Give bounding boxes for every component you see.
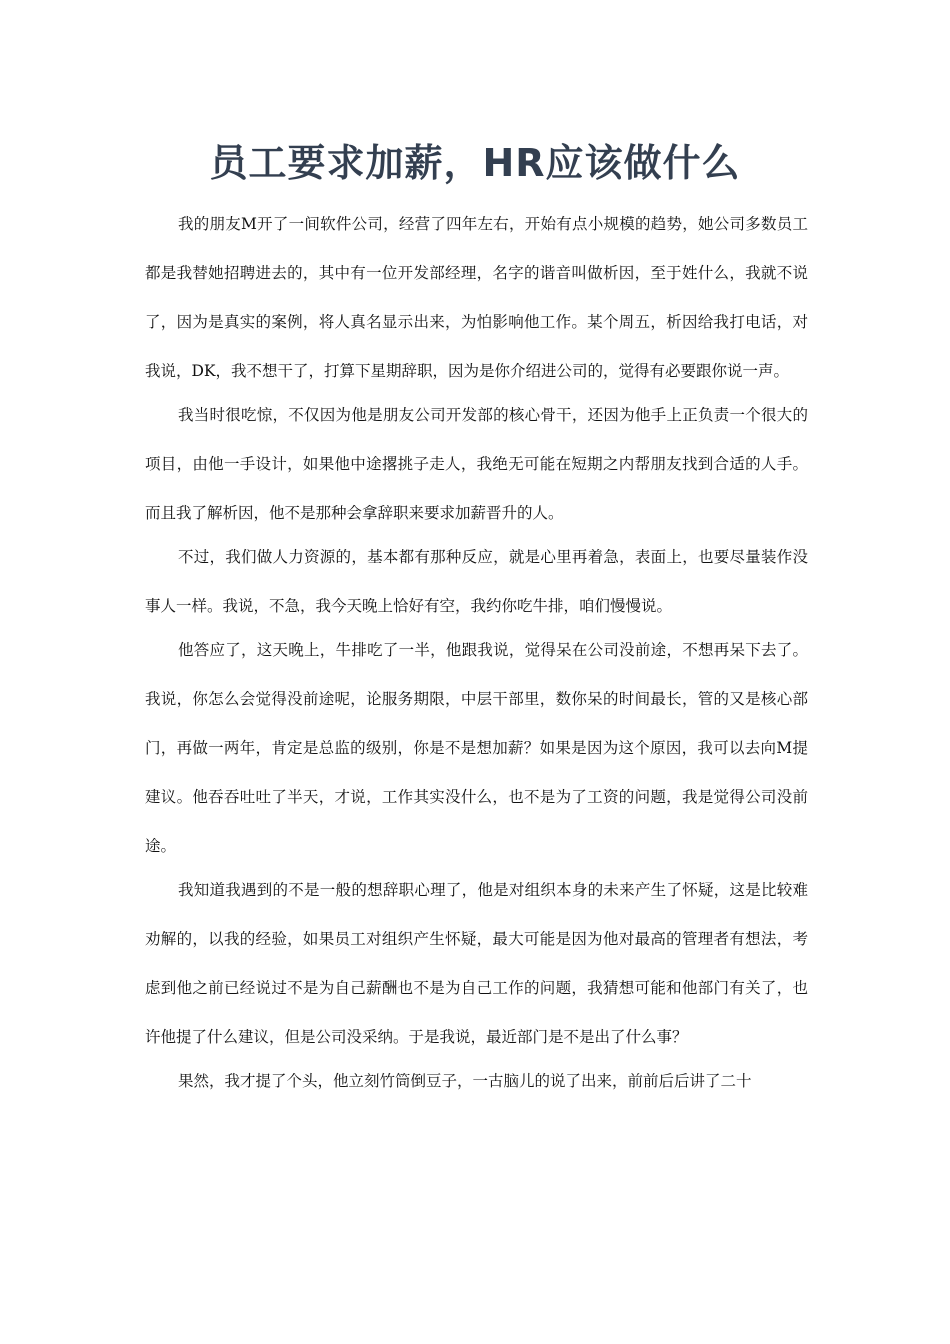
paragraph-2: 我当时很吃惊，不仅因为他是朋友公司开发部的核心骨干，还因为他手上正负责一个很大的项目，由他一手设计，如果他中途撂挑子走人，我绝无可能在短期之内帮朋友找到合适的人手。而且我了解析因，他不是那种会拿辞职来要求加薪晋升的人。 bbox=[145, 406, 808, 522]
paragraph-5: 我知道我遇到的不是一般的想辞职心理了，他是对组织本身的未来产生了怀疑，这是比较难劝解的，以我的经验，如果员工对组织产生怀疑，最大可能是因为他对最高的管理者有想法，考虑到他之前已经说过不是为自己薪酬也不是为自己工作的问题，我猜想可能和他部门有关了，也许他提了什么建议，但是公司没采纳。于是我说，最近部门是不是出了什么事？ bbox=[145, 881, 808, 1046]
document-title: 员工要求加薪，HR应该做什么 bbox=[209, 141, 741, 185]
document-body bbox=[145, 200, 808, 1106]
paragraph-1: 我的朋友M开了一间软件公司，经营了四年左右，开始有点小规模的趋势，她公司多数员工都是我替她招聘进去的，其中有一位开发部经理，名字的谐音叫做析因，至于姓什么，我就不说了，因为是真实的案例，将人真名显示出来，为怕影响他工作。某个周五，析因给我打电话，对我说，DK，我不想干了，打算下星期辞职，因为是你介绍进公司的，觉得有必要跟你说一声。 bbox=[145, 215, 808, 380]
paragraph-6: 果然，我才提了个头，他立刻竹筒倒豆子，一古脑儿的说了出来，前前后后讲了二十 bbox=[178, 1072, 752, 1090]
paragraph-4: 他答应了，这天晚上，牛排吃了一半，他跟我说，觉得呆在公司没前途，不想再呆下去了。我说，你怎么会觉得没前途呢，论服务期限，中层干部里，数你呆的时间最长，管的又是核心部门，再做一两年，肯定是总监的级别，你是不是想加薪？如果是因为这个原因，我可以去向M提建议。他吞吞吐吐了半天，才说，工作其实没什么，也不是为了工资的问题，我是觉得公司没前途。 bbox=[145, 641, 808, 855]
paragraph-3: 不过，我们做人力资源的，基本都有那种反应，就是心里再着急，表面上，也要尽量装作没事人一样。我说，不急，我今天晚上恰好有空，我约你吃牛排，咱们慢慢说。 bbox=[145, 548, 808, 615]
